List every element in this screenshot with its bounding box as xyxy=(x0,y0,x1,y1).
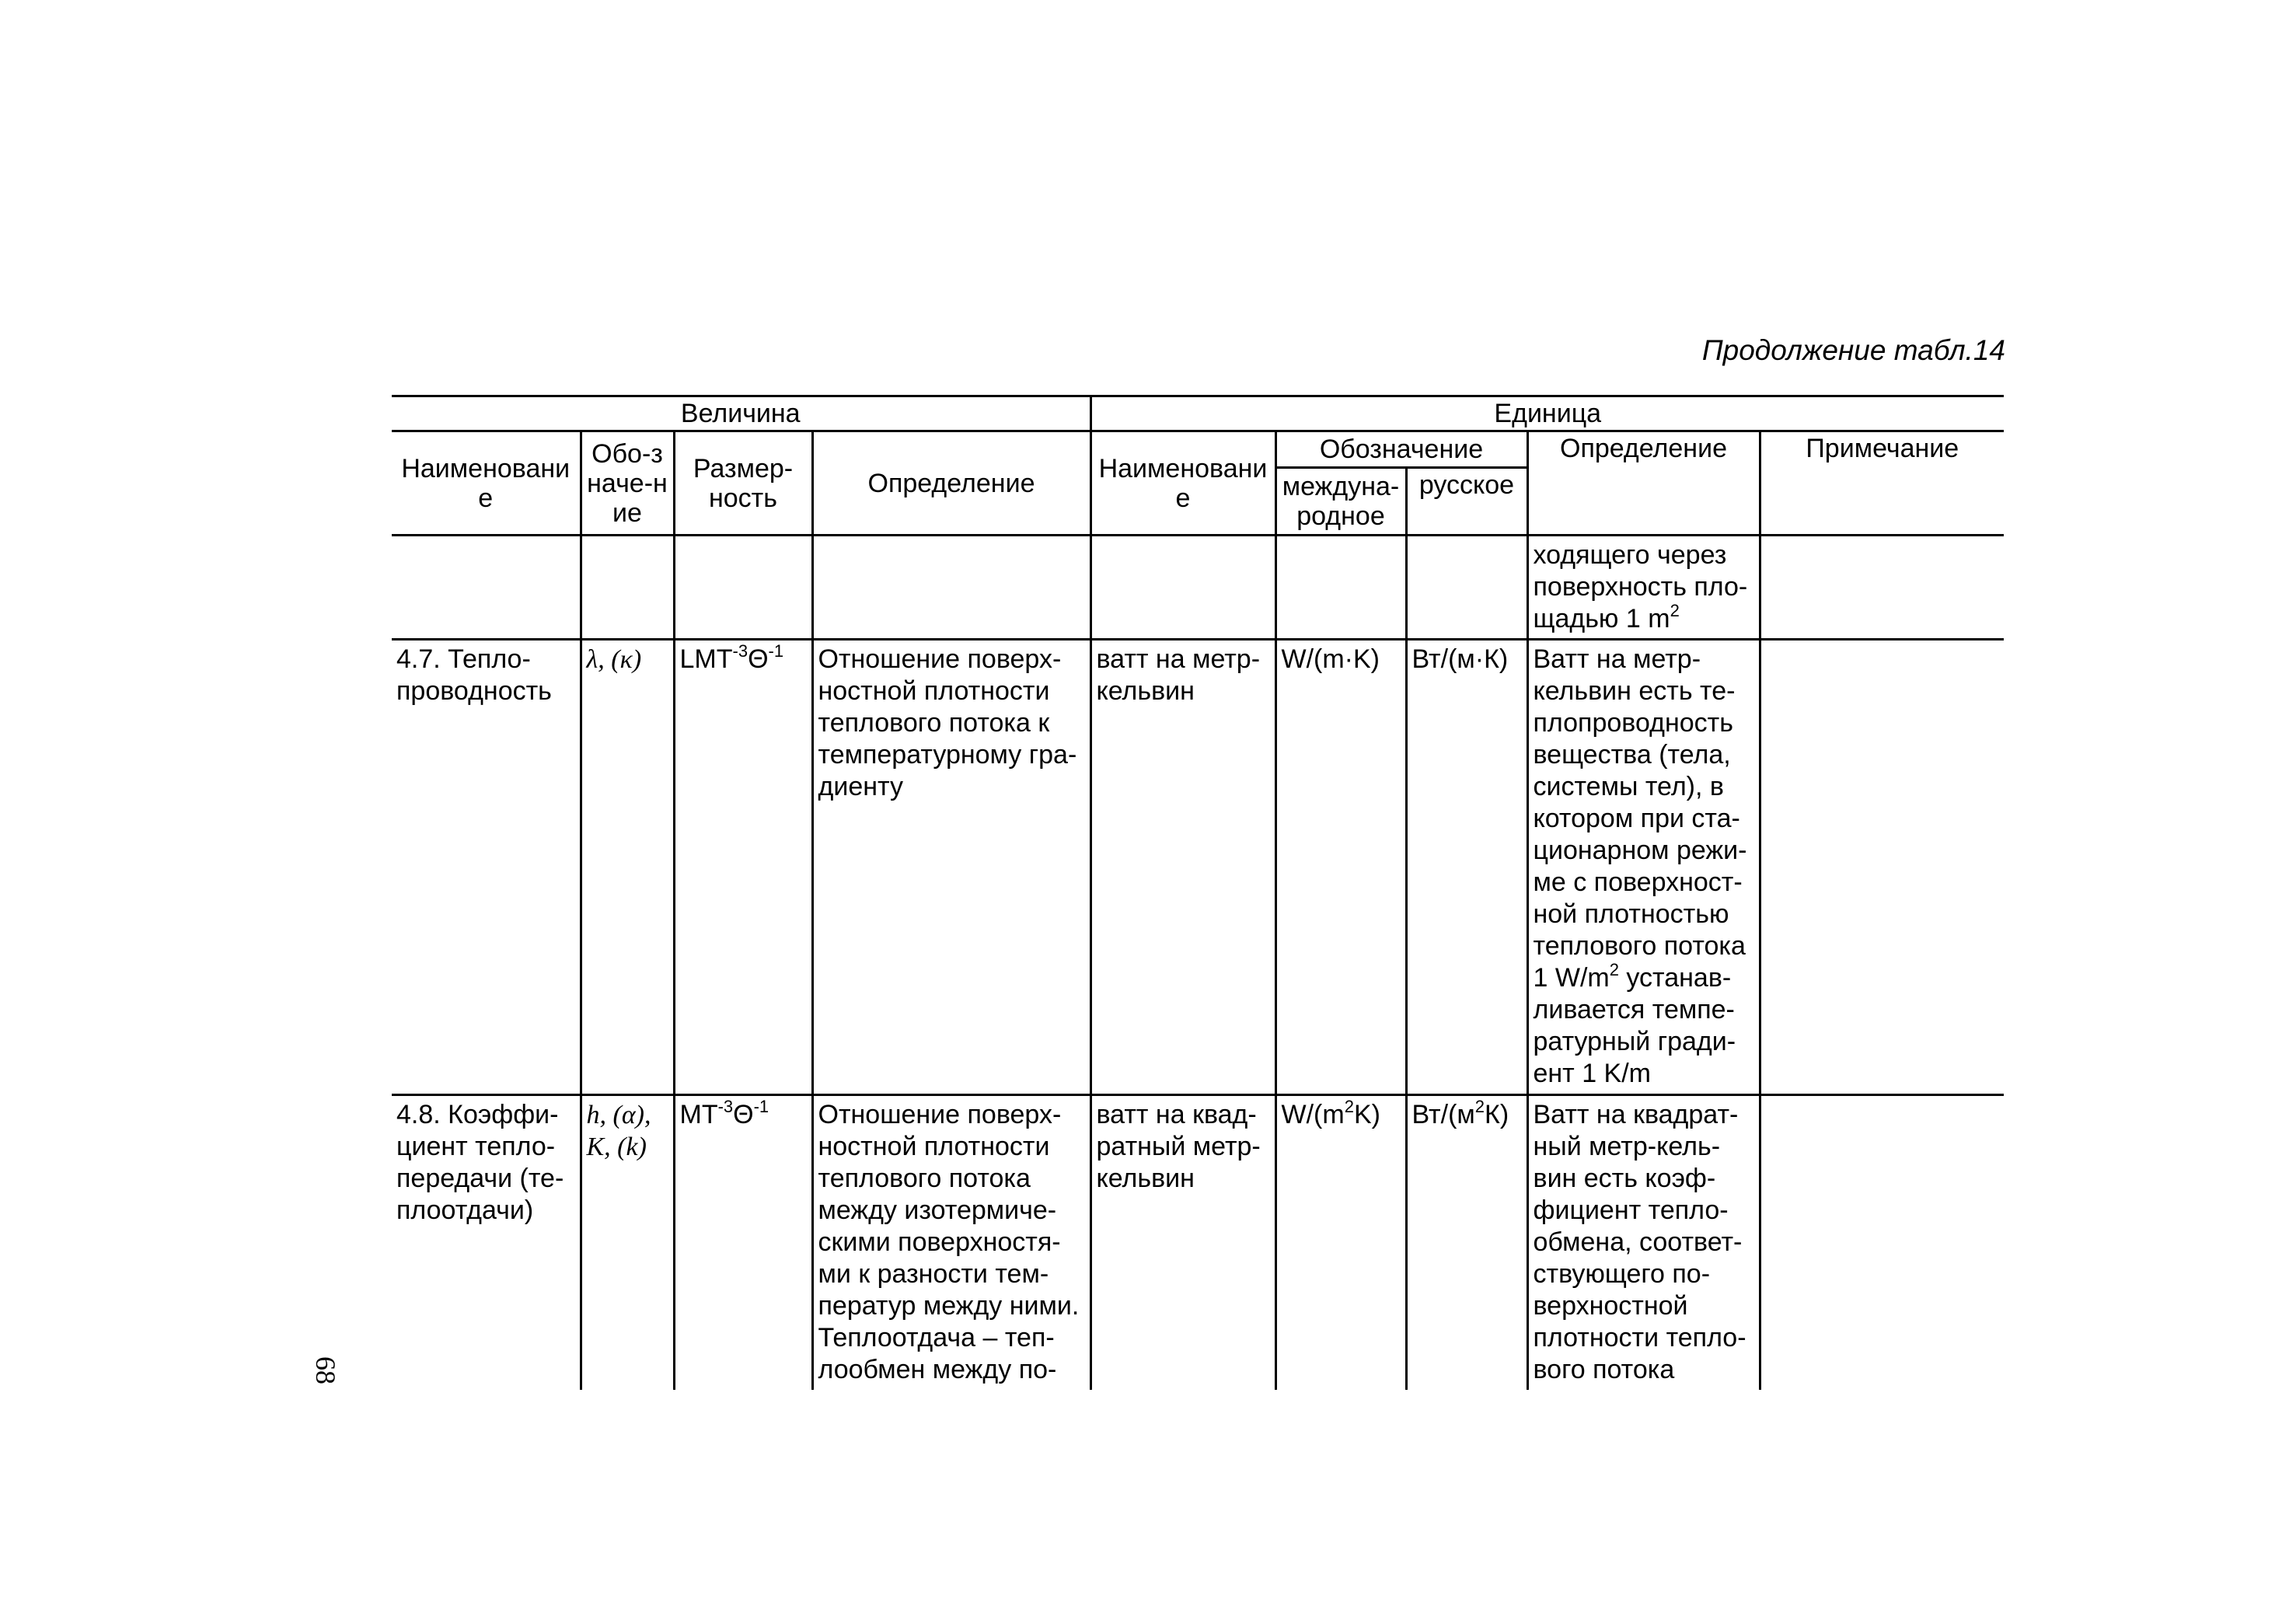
cell-unit-definition: Ватт на квадрат-ный метр-кель-вин есть коэф-фициент тепло-обмена, соответ-ствующего по-верхностной плотности тепло-вого потока xyxy=(1527,1095,1760,1391)
cell-name: 4.8. Коэффи-циент тепло-передачи (те-плоотдачи) xyxy=(392,1095,581,1391)
header-unit: Единица xyxy=(1090,396,2004,431)
header-quantity-name: Наименование xyxy=(392,431,581,536)
header-quantity: Величина xyxy=(392,396,1090,431)
header-international: междуна-родное xyxy=(1275,468,1406,536)
header-quantity-definition: Определение xyxy=(812,431,1090,536)
header-quantity-symbol: Обо-значе-ние xyxy=(581,431,674,536)
cell-note xyxy=(1760,640,2004,1095)
page-number: 68 xyxy=(310,1356,341,1384)
header-unit-designation: Обозначение xyxy=(1275,431,1527,468)
table-row xyxy=(392,640,2004,1095)
cell-russian: $Вт/(м^2К)$ xyxy=(1406,1095,1527,1391)
cell-unit-name: ватт на квад-ратный метр-кельвин xyxy=(1090,1095,1275,1391)
header-unit-note: Примечание xyxy=(1760,431,2004,536)
table-row xyxy=(392,536,2004,640)
cell-international: W/(m·K) xyxy=(1275,640,1406,1095)
cell-unit-definition: Ватт на метр-кельвин есть те-плопроводность вещества (тела, системы тел), в котором при ста-ционарном режи-ме с поверхност-ной плотностью теплового потока 1 $W/m^2$ устанав-ливается темпе-ратурный гради-ент 1 K/m xyxy=(1527,640,1760,1095)
cell-unit-name: ватт на метр-кельвин xyxy=(1090,640,1275,1095)
units-table xyxy=(392,395,2004,1390)
cell-definition: Отношение поверх-ностной плотности теплового потока между изотермиче-скими поверхностя-ми к разности тем-ператур между ними. Теплоотдача – теп-лообмен между по- xyxy=(812,1095,1090,1391)
cell-dimension: $LMT^{-3}\Theta^{-1}$ xyxy=(674,640,812,1095)
table-caption: Продолжение табл.14 xyxy=(1701,334,2005,366)
table-row xyxy=(392,1095,2004,1391)
cell-symbol: h, (α), K, (k) xyxy=(581,1095,674,1391)
cell-unit-definition: ходящего через поверхность пло-щадью 1 $m^2$ xyxy=(1527,536,1760,640)
cell-name: 4.7. Тепло-проводность xyxy=(392,640,581,1095)
cell-definition: Отношение поверх-ностной плотности теплового потока к температурному гра-диенту xyxy=(812,640,1090,1095)
cell-symbol: λ, (κ) xyxy=(581,640,674,1095)
header-quantity-dimension: Размер-ность xyxy=(674,431,812,536)
cell-note xyxy=(1760,1095,2004,1391)
header-unit-name: Наименование xyxy=(1090,431,1275,536)
cell-russian: Вт/(м·К) xyxy=(1406,640,1527,1095)
header-unit-definition: Определение xyxy=(1527,431,1760,536)
cell-dimension: $MT^{-3}\Theta^{-1}$ xyxy=(674,1095,812,1391)
header-russian: русское xyxy=(1406,468,1527,536)
cell-international: $W/(m^2K)$ xyxy=(1275,1095,1406,1391)
